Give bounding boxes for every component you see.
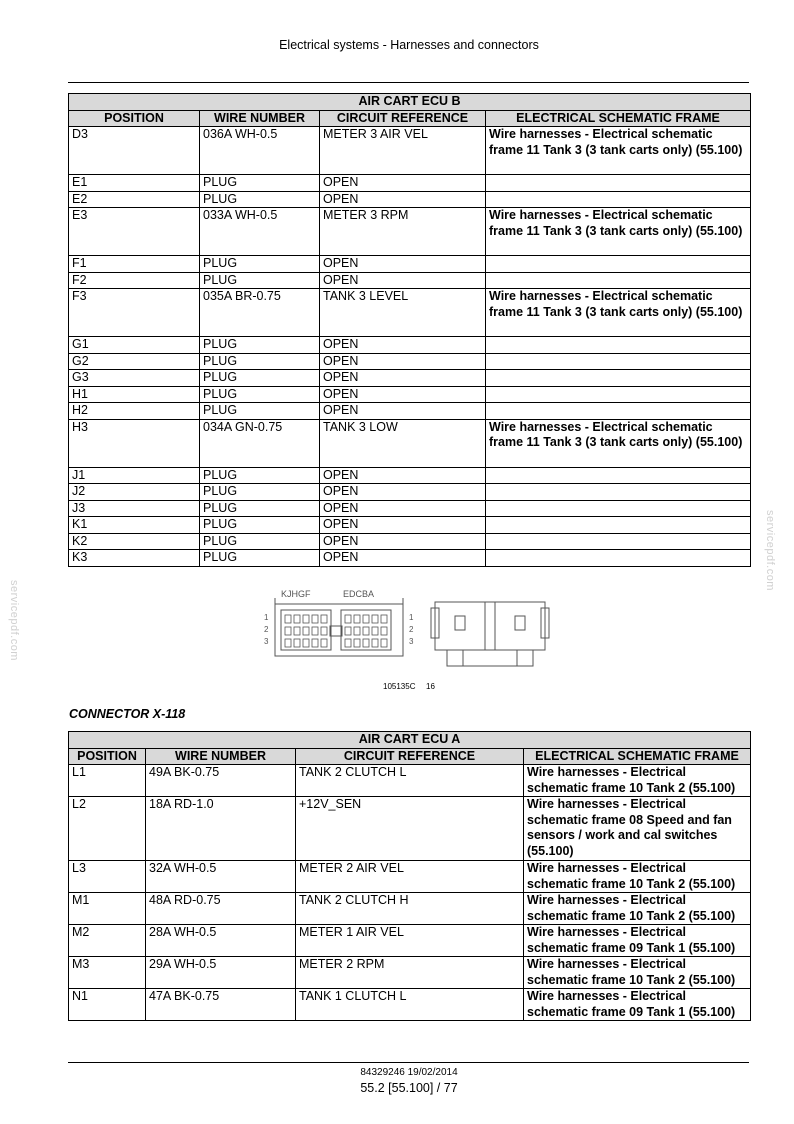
circuit-reference-cell: METER 3 AIR VEL: [320, 127, 486, 175]
wire-number-cell: 033A WH-0.5: [200, 208, 320, 256]
position-cell: L2: [69, 797, 146, 861]
schematic-frame-cell: [486, 467, 751, 484]
circuit-reference-cell: OPEN: [320, 550, 486, 567]
wire-number-cell: 48A RD-0.75: [146, 893, 296, 925]
wire-number-cell: PLUG: [200, 467, 320, 484]
connector-drawing: [255, 586, 555, 686]
position-cell: F2: [69, 272, 200, 289]
watermark-left: servicepdf.com: [8, 580, 20, 661]
table-row: [69, 893, 751, 925]
table-row: [69, 797, 751, 861]
wire-number-cell: PLUG: [200, 386, 320, 403]
row-number-2: 2: [264, 625, 269, 634]
footer-document-number: 84329246 19/02/2014: [360, 1067, 458, 1078]
circuit-reference-cell: OPEN: [320, 500, 486, 517]
wire-number-cell: PLUG: [200, 191, 320, 208]
wire-number-cell: 034A GN-0.75: [200, 419, 320, 467]
table-row: [69, 127, 751, 175]
table-row: [69, 337, 751, 354]
table-row: [69, 272, 751, 289]
table-row: [69, 550, 751, 567]
circuit-reference-cell: METER 2 AIR VEL: [296, 861, 524, 893]
table-row: [69, 403, 751, 420]
row-number-3: 3: [264, 637, 269, 646]
column-header-circuit-reference: CIRCUIT REFERENCE: [296, 748, 524, 765]
circuit-reference-cell: METER 3 RPM: [320, 208, 486, 256]
table-row: [69, 925, 751, 957]
circuit-reference-cell: TANK 2 CLUTCH H: [296, 893, 524, 925]
wire-number-cell: PLUG: [200, 272, 320, 289]
wire-number-cell: 32A WH-0.5: [146, 861, 296, 893]
position-cell: K2: [69, 533, 200, 550]
figure-reference: 105135C: [383, 682, 416, 691]
circuit-reference-cell: OPEN: [320, 175, 486, 192]
table-row: [69, 386, 751, 403]
table-row: [69, 191, 751, 208]
wire-number-cell: 18A RD-1.0: [146, 797, 296, 861]
air-cart-ecu-a-table: [68, 731, 751, 1021]
schematic-frame-cell: [486, 175, 751, 192]
schematic-frame-cell: Wire harnesses - Electrical schematic frame 10 Tank 2 (55.100): [524, 765, 751, 797]
circuit-reference-cell: OPEN: [320, 370, 486, 387]
schematic-frame-cell: [486, 272, 751, 289]
footer-rule: [68, 1062, 749, 1063]
position-cell: H3: [69, 419, 200, 467]
position-cell: D3: [69, 127, 200, 175]
circuit-reference-cell: OPEN: [320, 467, 486, 484]
schematic-frame-cell: Wire harnesses - Electrical schematic frame 10 Tank 2 (55.100): [524, 861, 751, 893]
circuit-reference-cell: OPEN: [320, 353, 486, 370]
position-cell: M2: [69, 925, 146, 957]
wire-number-cell: PLUG: [200, 533, 320, 550]
position-cell: N1: [69, 989, 146, 1021]
schematic-frame-cell: Wire harnesses - Electrical schematic frame 08 Speed and fan sensors / work and cal switches (55.100): [524, 797, 751, 861]
table-row: [69, 289, 751, 337]
schematic-frame-cell: Wire harnesses - Electrical schematic frame 11 Tank 3 (3 tank carts only) (55.100): [486, 419, 751, 467]
circuit-reference-cell: TANK 3 LOW: [320, 419, 486, 467]
row-number-1: 1: [264, 613, 269, 622]
wire-number-cell: PLUG: [200, 175, 320, 192]
position-cell: K3: [69, 550, 200, 567]
schematic-frame-cell: [486, 550, 751, 567]
position-cell: E3: [69, 208, 200, 256]
table-row: [69, 533, 751, 550]
watermark-right: servicepdf.com: [764, 510, 776, 591]
circuit-reference-cell: OPEN: [320, 403, 486, 420]
table-row: [69, 175, 751, 192]
position-cell: L1: [69, 765, 146, 797]
table-row: [69, 957, 751, 989]
position-cell: G3: [69, 370, 200, 387]
table-title: AIR CART ECU A: [69, 732, 751, 749]
page-header-title: Electrical systems - Harnesses and connectors: [279, 38, 539, 52]
wire-number-cell: PLUG: [200, 484, 320, 501]
schematic-frame-cell: [486, 337, 751, 354]
schematic-frame-cell: Wire harnesses - Electrical schematic frame 11 Tank 3 (3 tank carts only) (55.100): [486, 127, 751, 175]
column-header-wire-number: WIRE NUMBER: [146, 748, 296, 765]
circuit-reference-cell: OPEN: [320, 256, 486, 273]
circuit-reference-cell: TANK 2 CLUTCH L: [296, 765, 524, 797]
footer-page-number: 55.2 [55.100] / 77: [360, 1081, 458, 1095]
table-row: [69, 484, 751, 501]
schematic-frame-cell: Wire harnesses - Electrical schematic frame 10 Tank 2 (55.100): [524, 957, 751, 989]
schematic-frame-cell: [486, 533, 751, 550]
circuit-reference-cell: TANK 1 CLUTCH L: [296, 989, 524, 1021]
table-title: AIR CART ECU B: [69, 94, 751, 111]
position-cell: K1: [69, 517, 200, 534]
wire-number-cell: 29A WH-0.5: [146, 957, 296, 989]
table-row: [69, 208, 751, 256]
table-row: [69, 861, 751, 893]
table-row: [69, 517, 751, 534]
schematic-frame-cell: [486, 517, 751, 534]
column-header-circuit-reference: CIRCUIT REFERENCE: [320, 110, 486, 127]
table-row: [69, 256, 751, 273]
table-row: [69, 370, 751, 387]
column-header-schematic-frame: ELECTRICAL SCHEMATIC FRAME: [486, 110, 751, 127]
table-row: [69, 500, 751, 517]
wire-number-cell: 47A BK-0.75: [146, 989, 296, 1021]
position-cell: M3: [69, 957, 146, 989]
position-cell: M1: [69, 893, 146, 925]
table-row: [69, 419, 751, 467]
schematic-frame-cell: Wire harnesses - Electrical schematic frame 11 Tank 3 (3 tank carts only) (55.100): [486, 208, 751, 256]
position-cell: J1: [69, 467, 200, 484]
column-header-position: POSITION: [69, 110, 200, 127]
schematic-frame-cell: [486, 353, 751, 370]
wire-number-cell: PLUG: [200, 550, 320, 567]
position-cell: E1: [69, 175, 200, 192]
wire-number-cell: PLUG: [200, 256, 320, 273]
circuit-reference-cell: TANK 3 LEVEL: [320, 289, 486, 337]
position-cell: H2: [69, 403, 200, 420]
schematic-frame-cell: [486, 484, 751, 501]
circuit-reference-cell: METER 1 AIR VEL: [296, 925, 524, 957]
schematic-frame-cell: [486, 256, 751, 273]
schematic-frame-cell: [486, 386, 751, 403]
wire-number-cell: 036A WH-0.5: [200, 127, 320, 175]
connector-section-label: CONNECTOR X-118: [69, 707, 186, 721]
position-cell: F1: [69, 256, 200, 273]
column-header-schematic-frame: ELECTRICAL SCHEMATIC FRAME: [524, 748, 751, 765]
wire-number-cell: PLUG: [200, 337, 320, 354]
schematic-frame-cell: Wire harnesses - Electrical schematic frame 09 Tank 1 (55.100): [524, 989, 751, 1021]
position-cell: E2: [69, 191, 200, 208]
wire-number-cell: 035A BR-0.75: [200, 289, 320, 337]
table-row: [69, 989, 751, 1021]
circuit-reference-cell: OPEN: [320, 533, 486, 550]
connector-letters-right: EDCBA: [343, 589, 375, 599]
schematic-frame-cell: Wire harnesses - Electrical schematic frame 11 Tank 3 (3 tank carts only) (55.100): [486, 289, 751, 337]
schematic-frame-cell: [486, 403, 751, 420]
row-number-1-right: 1: [409, 613, 414, 622]
schematic-frame-cell: Wire harnesses - Electrical schematic frame 09 Tank 1 (55.100): [524, 925, 751, 957]
table-row: [69, 765, 751, 797]
schematic-frame-cell: Wire harnesses - Electrical schematic frame 10 Tank 2 (55.100): [524, 893, 751, 925]
wire-number-cell: PLUG: [200, 500, 320, 517]
circuit-reference-cell: +12V_SEN: [296, 797, 524, 861]
circuit-reference-cell: OPEN: [320, 517, 486, 534]
position-cell: L3: [69, 861, 146, 893]
position-cell: G2: [69, 353, 200, 370]
schematic-frame-cell: [486, 191, 751, 208]
column-header-wire-number: WIRE NUMBER: [200, 110, 320, 127]
position-cell: J3: [69, 500, 200, 517]
column-header-position: POSITION: [69, 748, 146, 765]
circuit-reference-cell: OPEN: [320, 337, 486, 354]
connector-letters-left: KJHGF: [281, 589, 311, 599]
table-row: [69, 353, 751, 370]
wire-number-cell: PLUG: [200, 517, 320, 534]
table-row: [69, 467, 751, 484]
position-cell: F3: [69, 289, 200, 337]
circuit-reference-cell: OPEN: [320, 191, 486, 208]
schematic-frame-cell: [486, 370, 751, 387]
position-cell: G1: [69, 337, 200, 354]
position-cell: J2: [69, 484, 200, 501]
wire-number-cell: PLUG: [200, 353, 320, 370]
wire-number-cell: PLUG: [200, 403, 320, 420]
header-rule: [68, 82, 749, 83]
row-number-2-right: 2: [409, 625, 414, 634]
circuit-reference-cell: OPEN: [320, 386, 486, 403]
position-cell: H1: [69, 386, 200, 403]
schematic-frame-cell: [486, 500, 751, 517]
figure-number: 16: [426, 682, 435, 691]
circuit-reference-cell: OPEN: [320, 272, 486, 289]
circuit-reference-cell: METER 2 RPM: [296, 957, 524, 989]
row-number-3-right: 3: [409, 637, 414, 646]
wire-number-cell: 49A BK-0.75: [146, 765, 296, 797]
circuit-reference-cell: OPEN: [320, 484, 486, 501]
wire-number-cell: PLUG: [200, 370, 320, 387]
wire-number-cell: 28A WH-0.5: [146, 925, 296, 957]
air-cart-ecu-b-table: [68, 93, 751, 567]
